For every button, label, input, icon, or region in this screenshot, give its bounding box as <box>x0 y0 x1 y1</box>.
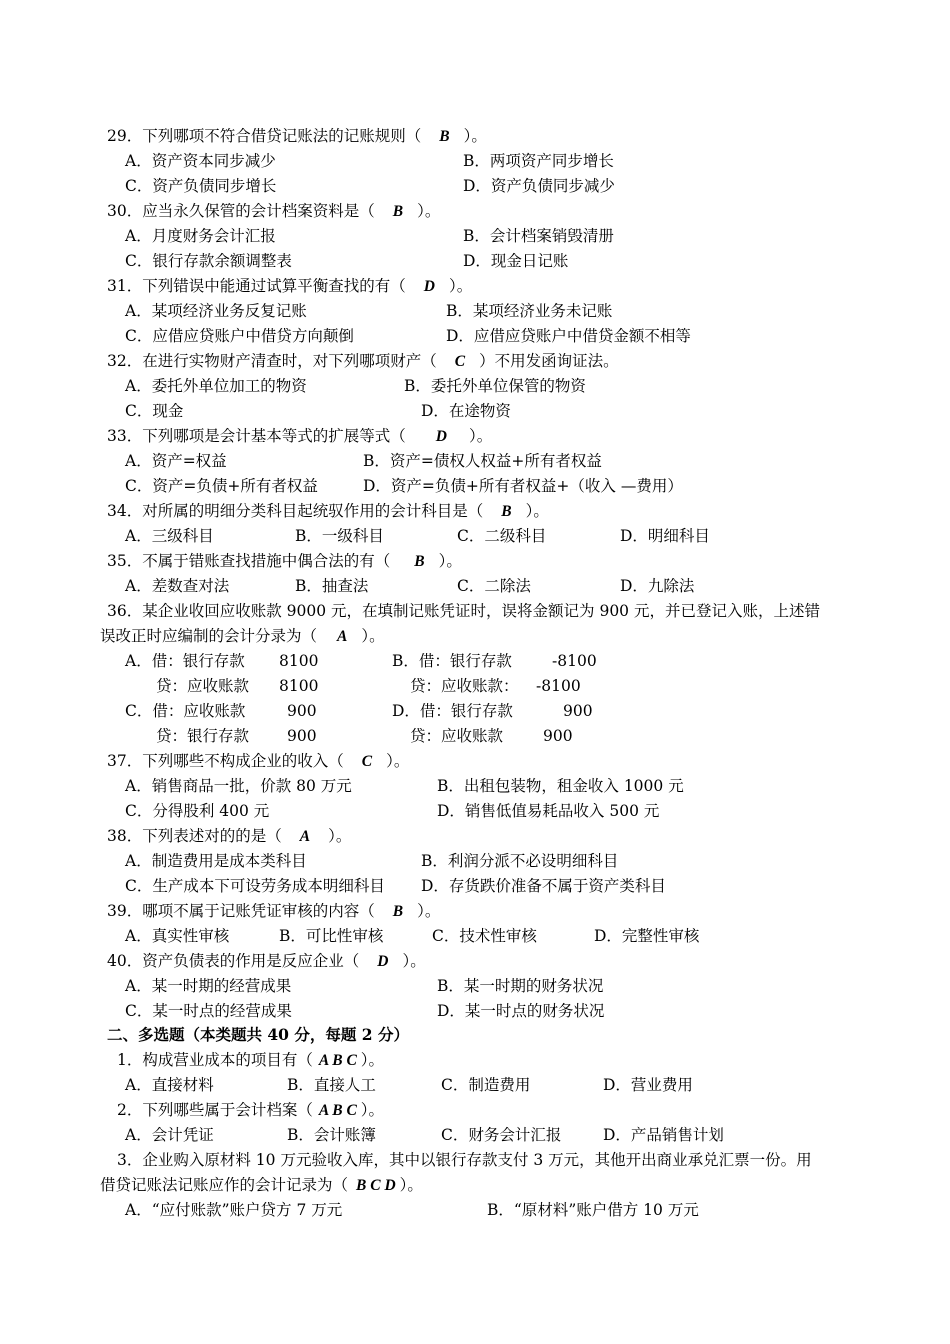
option-c: C．技术性审核 <box>432 927 537 945</box>
option-b: B．某一时期的财务状况 <box>437 977 604 995</box>
multi-question-1-stem: 1．构成营业成本的项目有（ A B C ）。 <box>117 1051 385 1069</box>
question-38-stem: 38．下列表述对的的是（ A ）。 <box>107 827 352 845</box>
option-b: B．直接人工 <box>287 1076 376 1094</box>
question-40-stem: 40．资产负债表的作用是反应企业（ D ）。 <box>107 952 426 970</box>
answer: B <box>392 203 404 220</box>
option-c-credit: 贷：银行存款 <box>156 727 250 745</box>
answer: C <box>454 353 466 370</box>
option-d: D．应借应贷账户中借贷金额不相等 <box>446 327 691 345</box>
option-c: C．资产负债同步增长 <box>125 177 277 195</box>
question-33-stem: 33．下列哪项是会计基本等式的扩展等式（ D ）。 <box>107 427 493 445</box>
option-c: C．制造费用 <box>441 1076 531 1094</box>
amount: 8100 <box>279 677 319 695</box>
option-a-debit: A．借：银行存款 <box>125 652 245 670</box>
option-b: B．资产=债权人权益+所有者权益 <box>363 452 602 470</box>
answer: B <box>392 903 404 920</box>
option-b: B．可比性审核 <box>279 927 384 945</box>
option-d: D．存货跌价准备不属于资产类科目 <box>421 877 666 895</box>
question-37-stem: 37．下列哪些不构成企业的收入（ C ）。 <box>107 752 410 770</box>
option-b: B．一级科目 <box>295 527 384 545</box>
option-c: C．银行存款余额调整表 <box>125 252 292 270</box>
option-b: B．抽查法 <box>295 577 369 595</box>
option-a: A．真实性审核 <box>125 927 230 945</box>
answer: C <box>361 753 373 770</box>
option-c: C．应借应贷账户中借贷方向颠倒 <box>125 327 354 345</box>
amount: 900 <box>287 702 317 720</box>
option-b: B．“原材料”账户借方 10 万元 <box>487 1201 699 1219</box>
question-29-stem: 29．下列哪项不符合借贷记账法的记账规则（ B ）。 <box>107 127 487 145</box>
option-c: C．二级科目 <box>457 527 547 545</box>
option-d: D．完整性审核 <box>594 927 700 945</box>
option-c-debit: C．借：应收账款 <box>125 702 246 720</box>
option-d-debit: D．借：银行存款 <box>392 702 513 720</box>
question-30-stem: 30．应当永久保管的会计档案资料是（ B ）。 <box>107 202 441 220</box>
option-b: B．会计账簿 <box>287 1126 376 1144</box>
option-d: D．营业费用 <box>603 1076 693 1094</box>
option-b: B．会计档案销毁清册 <box>463 227 614 245</box>
answer: D <box>377 953 389 970</box>
amount: 8100 <box>279 652 319 670</box>
answer: A B C <box>318 1052 357 1069</box>
multi-question-2-stem: 2．下列哪些属于会计档案（ A B C ）。 <box>117 1101 385 1119</box>
multi-question-3-stem-cont: 借贷记账法记账应作的会计记录为（ B C D ）。 <box>100 1176 423 1194</box>
question-35-stem: 35．不属于错账查找措施中偶合法的有（ B ）。 <box>107 552 462 570</box>
answer: A <box>299 828 311 845</box>
option-c: C．财务会计汇报 <box>441 1126 562 1144</box>
amount: 900 <box>543 727 573 745</box>
option-a: A．委托外单位加工的物资 <box>125 377 307 395</box>
option-c: C．现金 <box>125 402 184 420</box>
option-d: D．九除法 <box>620 577 695 595</box>
option-d-credit: 贷：应收账款 <box>410 727 504 745</box>
amount: 900 <box>563 702 593 720</box>
answer: A <box>337 628 348 645</box>
answer: D <box>435 428 447 445</box>
option-c: C．二除法 <box>457 577 531 595</box>
option-d: D．现金日记账 <box>463 252 569 270</box>
amount: -8100 <box>552 652 597 670</box>
answer: B <box>439 128 450 145</box>
question-32-stem: 32．在进行实物财产清查时，对下列哪项财产（ C ）不用发函询证法。 <box>107 352 619 370</box>
question-31-stem: 31．下列错误中能通过试算平衡查找的有（ D ）。 <box>107 277 473 295</box>
answer: A B C <box>318 1102 357 1119</box>
option-a: A．直接材料 <box>125 1076 214 1094</box>
option-b: B．两项资产同步增长 <box>463 152 614 170</box>
answer: B <box>501 503 512 520</box>
option-a: A．差数查对法 <box>125 577 230 595</box>
question-34-stem: 34．对所属的明细分类科目起统驭作用的会计科目是（ B ）。 <box>107 502 549 520</box>
option-b-credit: 贷：应收账款： <box>410 677 519 695</box>
option-a: A．会计凭证 <box>125 1126 214 1144</box>
amount: -8100 <box>536 677 581 695</box>
option-b: B．利润分派不必设明细科目 <box>421 852 619 870</box>
option-b: B．出租包装物，租金收入 1000 元 <box>437 777 684 795</box>
option-b: B．某项经济业务未记账 <box>446 302 613 320</box>
option-a: A．月度财务会计汇报 <box>125 227 276 245</box>
option-d: D．在途物资 <box>421 402 511 420</box>
question-36-stem: 36．某企业收回应收账款 9000 元，在填制记账凭证时，误将金额记为 900 元，并已登记入账，上述错 <box>107 602 820 620</box>
question-36-stem-cont: 误改正时应编制的会计分录为（ A ）。 <box>100 627 385 645</box>
answer: B <box>414 553 425 570</box>
option-d: D．产品销售计划 <box>603 1126 724 1144</box>
section-heading: 二、多选题（本类题共 40 分，每题 2 分） <box>107 1025 409 1044</box>
option-c: C．分得股利 400 元 <box>125 802 270 820</box>
amount: 900 <box>287 727 317 745</box>
option-d: D．销售低值易耗品收入 500 元 <box>437 802 660 820</box>
option-c: C．生产成本下可设劳务成本明细科目 <box>125 877 385 895</box>
option-d: D．明细科目 <box>620 527 710 545</box>
option-b: B．委托外单位保管的物资 <box>404 377 586 395</box>
option-a: A．某一时期的经营成果 <box>125 977 292 995</box>
option-d: D．某一时点的财务状况 <box>437 1002 605 1020</box>
option-d: D．资产=负债+所有者权益+（收入 —费用） <box>363 477 683 495</box>
option-c: C．某一时点的经营成果 <box>125 1002 292 1020</box>
question-39-stem: 39．哪项不属于记账凭证审核的内容（ B ）。 <box>107 902 441 920</box>
multi-question-3-stem: 3．企业购入原材料 10 万元验收入库，其中以银行存款支付 3 万元，其他开出商业承兑汇票一份。用 <box>117 1151 812 1169</box>
option-b-debit: B．借：银行存款 <box>392 652 512 670</box>
option-a: A．“应付账款”账户贷方 7 万元 <box>125 1201 343 1219</box>
option-a: A．三级科目 <box>125 527 214 545</box>
option-a: A．制造费用是成本类科目 <box>125 852 307 870</box>
answer: D <box>423 278 435 295</box>
option-c: C．资产=负债+所有者权益 <box>125 477 318 495</box>
option-a: A．资产资本同步减少 <box>125 152 276 170</box>
option-a: A．某项经济业务反复记账 <box>125 302 307 320</box>
answer: B C D <box>356 1177 396 1194</box>
option-a: A．销售商品一批，价款 80 万元 <box>125 777 352 795</box>
option-a: A．资产=权益 <box>125 452 227 470</box>
option-d: D．资产负债同步减少 <box>463 177 615 195</box>
option-a-credit: 贷：应收账款 <box>156 677 250 695</box>
